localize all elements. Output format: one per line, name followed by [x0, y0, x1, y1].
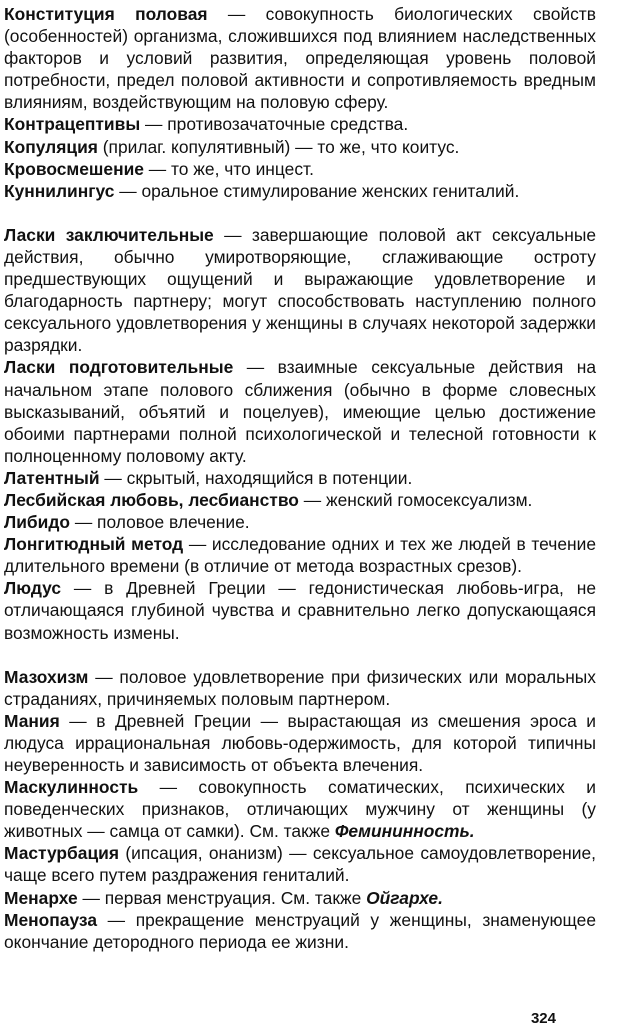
dictionary-entry [4, 489, 596, 511]
entry-definition: — совокупность биологических свойств (особенностей) организма, сложившихся под влиянием наследственных факторов и условий развития, определяющая уровень половой потребности, предел половой активности и сопротивляемость вредным влияниям, воздействующим на половую сферу. [4, 4, 596, 113]
entry-definition: — половое влечение. [70, 512, 250, 533]
dictionary-entry [4, 180, 596, 202]
dictionary-entry [4, 3, 596, 113]
dictionary-entry [4, 887, 596, 909]
entry-definition: — в Древней Греции — гедонистическая любовь-игра, не отличающаяся глубиной чувства и сравнительно легко допускающаяся возможность измены. [4, 578, 596, 643]
entry-term: Мастурбация [4, 843, 120, 864]
entry-term: Лесбийская любовь, лесбианство [4, 489, 299, 510]
dictionary-entry [4, 909, 596, 953]
entry-definition: — исследование одних и тех же людей в течение длительного времени (в отличие от метода возрастных срезов). [4, 534, 596, 577]
entry-definition: — скрытый, находящийся в потенции. [99, 467, 413, 488]
entry-term: Мания [4, 710, 60, 731]
dictionary-entry [4, 113, 596, 135]
entry-definition: — женский гомосексуализм. [298, 489, 533, 510]
entry-definition: — половое удовлетворение при физических или моральных страданиях, причиняемых половым партнером. [4, 666, 596, 709]
entry-definition: — оральное стимулирование женских гениталий. [114, 180, 520, 201]
entry-term: Мазохизм [4, 666, 89, 687]
dictionary-entry [4, 511, 596, 533]
entry-term: Контрацептивы [4, 114, 141, 135]
entry-definition: (ипсация, онанизм) — сексуальное самоудовлетворение, чаще всего путем раздражения гениталий. [4, 843, 596, 886]
entry-term: Менархе [4, 887, 78, 908]
entry-definition: — в Древней Греции — вырастающая из смешения эроса и людуса иррациональная любовь-одержимость, для которой типичны неуверенность и зависимость от объекта влечения. [4, 710, 596, 775]
dictionary-entry [4, 158, 596, 180]
entry-term: Куннилингус [4, 180, 115, 201]
entry-term: Менопауза [4, 909, 97, 930]
dictionary-entry [4, 776, 596, 842]
entry-term: Людус [4, 578, 61, 599]
dictionary-entry [4, 136, 596, 158]
dictionary-entry [4, 356, 596, 466]
entry-term: Латентный [4, 467, 100, 488]
entry-definition: — первая менструация. См. также [77, 887, 367, 908]
dictionary-entry [4, 842, 596, 886]
entry-term: Лонгитюдный метод [4, 534, 184, 555]
dictionary-entry [4, 224, 596, 357]
entry-term: Копуляция [4, 136, 98, 157]
dictionary-entry [4, 533, 596, 577]
entry-definition: — прекращение менструаций у женщины, знаменующее окончание детородного периода ее жизни. [4, 909, 596, 952]
section-gap [4, 202, 596, 224]
entry-term: Кровосмешение [4, 158, 144, 179]
dictionary-entry [4, 577, 596, 643]
entry-cross-reference: Фемининность. [334, 821, 475, 842]
dictionary-entry [4, 666, 596, 710]
entry-definition: — совокупность соматических, психических и поведенческих признаков, отличающих мужчину от женщины (у животных — самца от самки). См. также [4, 777, 596, 842]
entry-definition: — противозачаточные средства. [140, 114, 409, 135]
page-number: 324 [530, 1010, 556, 1027]
entry-definition: (прилаг. копулятивный) — то же, что коитус. [97, 136, 460, 157]
section-gap [4, 644, 596, 666]
dictionary-entry [4, 710, 596, 776]
entry-term: Конституция половая [4, 4, 208, 24]
entry-cross-reference: Ойгархе. [366, 887, 443, 908]
entry-term: Ласки заключительные [4, 224, 214, 245]
entry-definition: — взаимные сексуальные действия на начальном этапе полового сближения (обычно в форме словесных высказываний, объятий и поцелуев), имеющие целью достижение обоими партнерами полной психологической и телесной готовности к полноценному половому акту. [4, 357, 597, 466]
entry-term: Маскулинность [4, 777, 139, 798]
entry-definition: — завершающие половой акт сексуальные действия, обычно умиротворяющие, сглаживающие остроту предшествующих ощущений и выражающие удовлетворение и благодарность партнеру; могут способствовать наступлению полного сексуального удовлетворения у женщины в случаях некоторой задержки разрядки. [4, 224, 596, 356]
dictionary-entry [4, 467, 596, 489]
entry-definition: — то же, что инцест. [143, 158, 314, 179]
entries-list [4, 3, 596, 953]
entry-term: Ласки подготовительные [4, 357, 234, 378]
entry-term: Либидо [4, 512, 70, 533]
